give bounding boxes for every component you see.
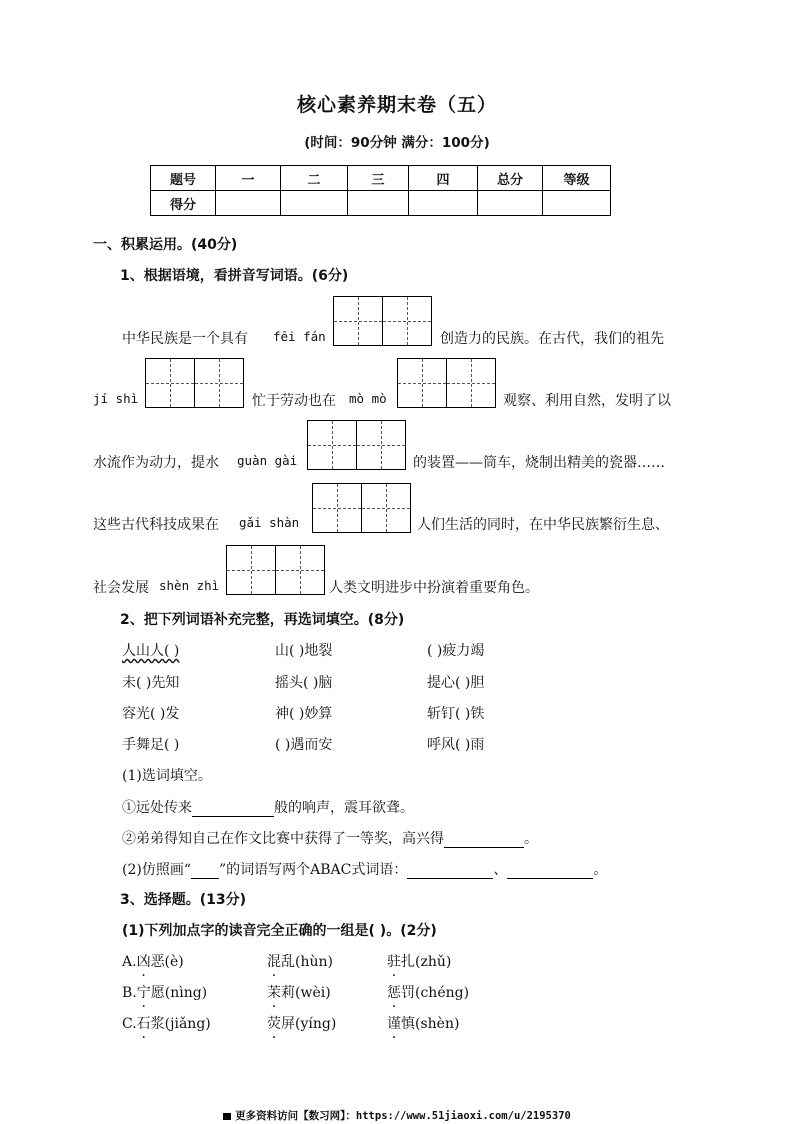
q1-line2-text-b: 观察、利用自然，发明了以 <box>503 393 671 409</box>
q3-sub1: (1)下列加点字的读音完全正确的一组是( )。(2分) <box>122 923 437 939</box>
dotted-char: 谨 <box>387 1016 401 1032</box>
sentence-text: 。 <box>524 831 538 847</box>
score-header-cell: 总分 <box>478 166 543 191</box>
score-row-label: 得分 <box>151 191 216 216</box>
writing-cell[interactable] <box>313 484 362 532</box>
footer-link[interactable] <box>0 1108 794 1123</box>
q2-sub1-title: (1)选词填空。 <box>122 768 212 784</box>
sentence-text: ”的词语写两个ABAC式词语： <box>219 862 408 878</box>
dotted-char: 惩 <box>387 985 401 1001</box>
flag-icon <box>223 1113 231 1120</box>
exam-info: (时间：90分钟 满分：100分) <box>304 135 490 151</box>
option-text: 扎(zhǔ) <box>401 954 452 970</box>
q2-sub1-sentence-a <box>122 797 414 817</box>
option-text: 愿(nìng) <box>150 985 208 1001</box>
option-text: 慎(shèn) <box>401 1016 460 1032</box>
writing-cell[interactable] <box>146 359 195 407</box>
q1-line1-text-a: 中华民族是一个具有 <box>122 331 248 347</box>
q2-title: 2、把下列词语补充完整，再选词填空。(8分) <box>120 612 405 628</box>
option-c-item <box>267 1013 336 1033</box>
option-letter: C. <box>122 1016 137 1032</box>
q3-title: 3、选择题。(13分) <box>120 892 247 908</box>
q1-pinyin-momo: mò mò <box>349 391 387 406</box>
score-cell[interactable] <box>348 191 409 216</box>
q2-idiom: 神( )妙算 <box>275 706 333 722</box>
option-text: 恶(è) <box>150 954 184 970</box>
score-table-score-row <box>151 191 611 216</box>
answer-blank[interactable] <box>192 816 274 817</box>
writing-cell[interactable] <box>398 359 447 407</box>
option-a-item <box>387 951 451 971</box>
q2-idiom: 人山人( ) <box>122 643 180 659</box>
sentence-text: 。 <box>593 862 608 878</box>
dotted-char: 驻 <box>387 954 401 970</box>
q1-writing-grid-3[interactable] <box>397 358 496 408</box>
sentence-text: 般的响声，震耳欲聋。 <box>274 800 414 816</box>
score-cell[interactable] <box>478 191 543 216</box>
q1-line1-text-b: 创造力的民族。在古代，我们的祖先 <box>440 331 664 347</box>
option-c-item <box>387 1013 459 1033</box>
score-header-cell: 三 <box>348 166 409 191</box>
score-header-cell: 四 <box>409 166 478 191</box>
score-header-cell: 一 <box>216 166 281 191</box>
dotted-char: 茉 <box>267 985 281 1001</box>
option-b-item <box>267 982 331 1002</box>
score-table-header-row <box>151 166 611 191</box>
sentence-text: ②弟弟得知自己在作文比赛中获得了一等奖，高兴得 <box>122 831 444 847</box>
writing-cell[interactable] <box>195 359 243 407</box>
q1-line4-text-a: 这些古代科技成果在 <box>93 517 219 533</box>
score-table <box>150 165 611 216</box>
option-b-item <box>122 982 207 1002</box>
q1-line3-text-a: 水流作为动力，提水 <box>93 455 219 471</box>
option-text: 乱(hùn) <box>281 954 333 970</box>
writing-cell[interactable] <box>362 484 410 532</box>
writing-cell[interactable] <box>383 297 431 345</box>
option-b-item <box>387 982 469 1002</box>
q2-idiom: 呼风( )雨 <box>427 737 485 753</box>
dotted-char: 凶 <box>136 954 151 970</box>
writing-cell[interactable] <box>357 421 405 469</box>
sentence-text: 、 <box>493 862 508 878</box>
q2-idiom: 摇头( )脑 <box>275 675 333 691</box>
q1-pinyin-shenzhi: shèn zhì <box>159 578 220 593</box>
dotted-char: 混 <box>267 954 281 970</box>
q1-writing-grid-6[interactable] <box>226 545 325 595</box>
q1-line4-text-b: 人们生活的同时，在中华民族繁衍生息、 <box>417 517 669 533</box>
page-title: 核心素养期末卷（五） <box>296 94 497 116</box>
q1-writing-grid-1[interactable] <box>333 296 432 346</box>
q2-idiom: 山( )地裂 <box>275 643 333 659</box>
q2-sub1-sentence-b <box>122 828 538 848</box>
q2-idiom: 提心( )胆 <box>427 675 485 691</box>
q1-pinyin-jishi: jí shì <box>93 391 139 406</box>
q1-line5-text-a: 社会发展 <box>93 580 149 596</box>
q1-writing-grid-4[interactable] <box>307 420 406 470</box>
option-text: 罚(chéng) <box>401 985 470 1001</box>
writing-cell[interactable] <box>276 546 324 594</box>
score-header-cell: 题号 <box>151 166 216 191</box>
q1-line5-text-b: 人类文明进步中扮演着重要角色。 <box>329 580 539 596</box>
option-text: 莉(wèi) <box>281 985 331 1001</box>
q1-pinyin-guangai: guàn gài <box>237 453 298 468</box>
score-header-cell: 等级 <box>543 166 611 191</box>
q1-writing-grid-2[interactable] <box>145 358 244 408</box>
score-header-cell: 二 <box>281 166 348 191</box>
writing-cell[interactable] <box>227 546 276 594</box>
score-cell[interactable] <box>216 191 281 216</box>
underline-sample <box>191 878 219 879</box>
q2-sub2 <box>122 859 607 879</box>
dotted-char: 荧 <box>267 1016 281 1032</box>
answer-blank[interactable] <box>444 847 524 848</box>
answer-blank[interactable] <box>507 878 593 879</box>
q2-idiom: ( )疲力竭 <box>427 643 485 659</box>
q1-pinyin-gaishan: gǎi shàn <box>239 515 300 530</box>
q1-title: 1、根据语境，看拼音写词语。(6分) <box>120 268 349 284</box>
writing-cell[interactable] <box>334 297 383 345</box>
option-a-item <box>122 951 184 971</box>
answer-blank[interactable] <box>407 878 493 879</box>
option-a-item <box>267 951 333 971</box>
q2-idiom: 未( )先知 <box>122 675 180 691</box>
section1-title: 一、积累运用。(40分) <box>93 237 238 253</box>
q1-writing-grid-5[interactable] <box>312 483 411 533</box>
writing-cell[interactable] <box>308 421 357 469</box>
q1-line3-text-b: 的装置——筒车，烧制出精美的瓷器…… <box>413 455 665 471</box>
dotted-char: 石 <box>136 1016 151 1032</box>
option-letter: A. <box>122 954 137 970</box>
score-cell[interactable] <box>409 191 478 216</box>
score-cell[interactable] <box>281 191 348 216</box>
q1-line2-text-a: 忙于劳动也在 <box>252 393 336 409</box>
q2-idiom: 容光( )发 <box>122 706 180 722</box>
footer-text: 更多资料访问【数习网】：https://www.51jiaoxi.com/u/2195370 <box>235 1110 571 1122</box>
option-text: 浆(jiǎng) <box>150 1016 211 1032</box>
writing-cell[interactable] <box>447 359 495 407</box>
q2-idiom: ( )遇而安 <box>275 737 333 753</box>
dotted-char: 宁 <box>136 985 151 1001</box>
option-c-item <box>122 1013 211 1033</box>
q2-idiom: 手舞足( ) <box>122 737 180 753</box>
sentence-text: ①远处传来 <box>122 800 192 816</box>
option-text: 屏(yíng) <box>281 1016 337 1032</box>
score-cell[interactable] <box>543 191 611 216</box>
q1-pinyin-feifan: fēi fán <box>273 329 326 344</box>
sentence-text: (2)仿照画“ <box>122 862 191 878</box>
q2-idiom: 斩钉( )铁 <box>427 706 485 722</box>
option-letter: B. <box>122 985 137 1001</box>
